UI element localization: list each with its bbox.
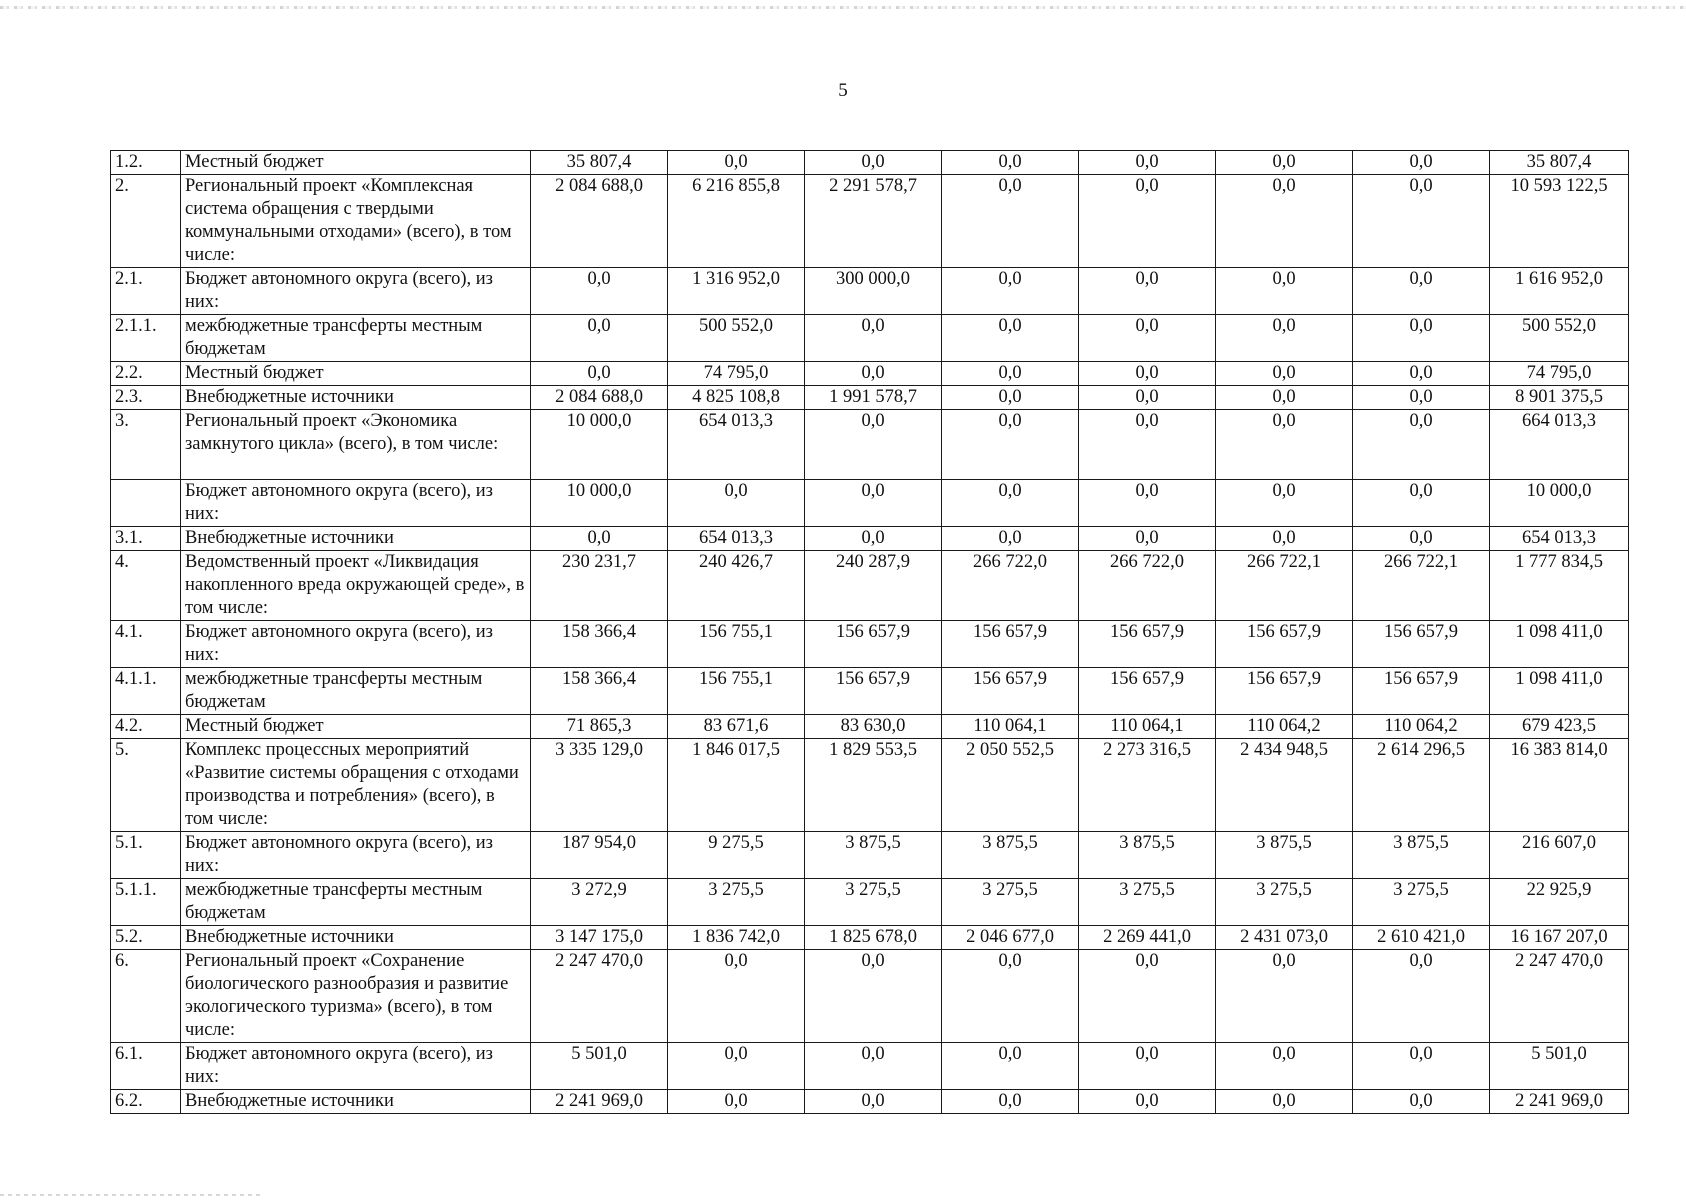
row-value-cell: 3 275,5 bbox=[1216, 879, 1353, 926]
row-value-cell: 10 000,0 bbox=[531, 480, 668, 527]
row-value-cell: 71 865,3 bbox=[531, 715, 668, 739]
row-value-cell: 0,0 bbox=[1216, 175, 1353, 268]
row-value-cell: 2 241 969,0 bbox=[531, 1090, 668, 1114]
table-row bbox=[111, 151, 1629, 175]
row-value-cell: 158 366,4 bbox=[531, 621, 668, 668]
row-value-cell: 3 275,5 bbox=[1079, 879, 1216, 926]
row-value-cell: 0,0 bbox=[805, 1090, 942, 1114]
row-value-cell: 0,0 bbox=[942, 480, 1079, 527]
table-row bbox=[111, 668, 1629, 715]
row-number-cell bbox=[111, 480, 181, 527]
row-value-cell: 266 722,1 bbox=[1216, 551, 1353, 621]
row-value-cell: 0,0 bbox=[668, 1043, 805, 1090]
row-value-cell: 83 671,6 bbox=[668, 715, 805, 739]
row-value-cell: 83 630,0 bbox=[805, 715, 942, 739]
row-value-cell: 0,0 bbox=[805, 362, 942, 386]
row-number-cell: 5.1. bbox=[111, 832, 181, 879]
row-value-cell: 0,0 bbox=[1079, 315, 1216, 362]
row-value-cell: 0,0 bbox=[531, 315, 668, 362]
row-value-cell: 110 064,1 bbox=[1079, 715, 1216, 739]
row-value-cell: 156 657,9 bbox=[1216, 621, 1353, 668]
row-name-cell: Комплекс процессных мероприятий «Развитие системы обращения с отходами производства и потребления» (всего), в том числе: bbox=[181, 739, 531, 832]
budget-table bbox=[110, 150, 1629, 1114]
row-number-cell: 3. bbox=[111, 410, 181, 480]
table-row bbox=[111, 879, 1629, 926]
row-value-cell: 2 046 677,0 bbox=[942, 926, 1079, 950]
row-value-cell: 0,0 bbox=[942, 268, 1079, 315]
row-value-cell: 0,0 bbox=[1216, 268, 1353, 315]
row-value-cell: 0,0 bbox=[1353, 268, 1490, 315]
row-value-cell: 74 795,0 bbox=[668, 362, 805, 386]
table-row bbox=[111, 527, 1629, 551]
row-name-cell: Местный бюджет bbox=[181, 362, 531, 386]
row-value-cell: 156 755,1 bbox=[668, 668, 805, 715]
row-value-cell: 0,0 bbox=[1079, 268, 1216, 315]
row-value-cell: 0,0 bbox=[1079, 950, 1216, 1043]
row-value-cell: 187 954,0 bbox=[531, 832, 668, 879]
row-value-cell: 0,0 bbox=[1216, 1043, 1353, 1090]
table-row bbox=[111, 1043, 1629, 1090]
row-value-cell: 0,0 bbox=[1353, 1043, 1490, 1090]
row-value-cell: 0,0 bbox=[805, 527, 942, 551]
table-row bbox=[111, 739, 1629, 832]
row-total-cell: 1 616 952,0 bbox=[1490, 268, 1629, 315]
row-number-cell: 4.1. bbox=[111, 621, 181, 668]
row-value-cell: 1 836 742,0 bbox=[668, 926, 805, 950]
row-value-cell: 654 013,3 bbox=[668, 527, 805, 551]
row-value-cell: 230 231,7 bbox=[531, 551, 668, 621]
row-value-cell: 2 614 296,5 bbox=[1353, 739, 1490, 832]
row-name-cell: Местный бюджет bbox=[181, 715, 531, 739]
row-value-cell: 300 000,0 bbox=[805, 268, 942, 315]
table-row bbox=[111, 832, 1629, 879]
row-value-cell: 3 875,5 bbox=[805, 832, 942, 879]
row-value-cell: 240 287,9 bbox=[805, 551, 942, 621]
table-row bbox=[111, 715, 1629, 739]
row-value-cell: 0,0 bbox=[1353, 175, 1490, 268]
row-total-cell: 664 013,3 bbox=[1490, 410, 1629, 480]
row-value-cell: 0,0 bbox=[1216, 1090, 1353, 1114]
row-value-cell: 2 434 948,5 bbox=[1216, 739, 1353, 832]
row-total-cell: 1 777 834,5 bbox=[1490, 551, 1629, 621]
row-total-cell: 74 795,0 bbox=[1490, 362, 1629, 386]
row-total-cell: 654 013,3 bbox=[1490, 527, 1629, 551]
row-value-cell: 0,0 bbox=[1079, 1090, 1216, 1114]
row-value-cell: 1 846 017,5 bbox=[668, 739, 805, 832]
row-value-cell: 0,0 bbox=[1216, 315, 1353, 362]
row-value-cell: 0,0 bbox=[1079, 1043, 1216, 1090]
row-value-cell: 110 064,2 bbox=[1353, 715, 1490, 739]
row-number-cell: 6.1. bbox=[111, 1043, 181, 1090]
row-number-cell: 2. bbox=[111, 175, 181, 268]
row-value-cell: 0,0 bbox=[1353, 362, 1490, 386]
table-row bbox=[111, 480, 1629, 527]
row-value-cell: 0,0 bbox=[805, 1043, 942, 1090]
row-value-cell: 0,0 bbox=[942, 1043, 1079, 1090]
scan-noise-top bbox=[0, 6, 1686, 9]
row-value-cell: 240 426,7 bbox=[668, 551, 805, 621]
table-row bbox=[111, 950, 1629, 1043]
row-number-cell: 3.1. bbox=[111, 527, 181, 551]
row-value-cell: 2 273 316,5 bbox=[1079, 739, 1216, 832]
row-total-cell: 16 167 207,0 bbox=[1490, 926, 1629, 950]
row-value-cell: 6 216 855,8 bbox=[668, 175, 805, 268]
row-value-cell: 0,0 bbox=[942, 151, 1079, 175]
row-number-cell: 5. bbox=[111, 739, 181, 832]
row-value-cell: 156 657,9 bbox=[1079, 668, 1216, 715]
row-value-cell: 0,0 bbox=[942, 315, 1079, 362]
row-value-cell: 9 275,5 bbox=[668, 832, 805, 879]
row-value-cell: 0,0 bbox=[1079, 151, 1216, 175]
row-value-cell: 0,0 bbox=[1216, 527, 1353, 551]
row-value-cell: 0,0 bbox=[1353, 950, 1490, 1043]
row-value-cell: 3 335 129,0 bbox=[531, 739, 668, 832]
row-value-cell: 2 084 688,0 bbox=[531, 386, 668, 410]
row-value-cell: 0,0 bbox=[1079, 527, 1216, 551]
row-value-cell: 2 291 578,7 bbox=[805, 175, 942, 268]
row-total-cell: 10 593 122,5 bbox=[1490, 175, 1629, 268]
row-value-cell: 0,0 bbox=[1079, 175, 1216, 268]
row-value-cell: 0,0 bbox=[1353, 527, 1490, 551]
row-name-cell: Внебюджетные источники bbox=[181, 386, 531, 410]
table-row bbox=[111, 1090, 1629, 1114]
row-value-cell: 0,0 bbox=[531, 362, 668, 386]
row-value-cell: 0,0 bbox=[668, 950, 805, 1043]
row-value-cell: 0,0 bbox=[668, 1090, 805, 1114]
row-value-cell: 0,0 bbox=[1216, 362, 1353, 386]
row-value-cell: 0,0 bbox=[1353, 151, 1490, 175]
table-row bbox=[111, 386, 1629, 410]
page-number: 5 bbox=[838, 80, 848, 101]
row-name-cell: межбюджетные трансферты местным бюджетам bbox=[181, 315, 531, 362]
row-total-cell: 8 901 375,5 bbox=[1490, 386, 1629, 410]
row-value-cell: 0,0 bbox=[942, 527, 1079, 551]
row-value-cell: 0,0 bbox=[1079, 480, 1216, 527]
row-value-cell: 3 275,5 bbox=[1353, 879, 1490, 926]
row-number-cell: 4.2. bbox=[111, 715, 181, 739]
row-value-cell: 156 755,1 bbox=[668, 621, 805, 668]
row-name-cell: Бюджет автономного округа (всего), из них: bbox=[181, 621, 531, 668]
row-value-cell: 0,0 bbox=[1216, 151, 1353, 175]
row-number-cell: 2.1. bbox=[111, 268, 181, 315]
row-value-cell: 0,0 bbox=[1079, 410, 1216, 480]
row-value-cell: 0,0 bbox=[531, 268, 668, 315]
row-value-cell: 0,0 bbox=[942, 386, 1079, 410]
row-name-cell: Региональный проект «Комплексная система обращения с твердыми коммунальными отходами» (всего), в том числе: bbox=[181, 175, 531, 268]
row-name-cell: Бюджет автономного округа (всего), из них: bbox=[181, 480, 531, 527]
table-row bbox=[111, 551, 1629, 621]
row-value-cell: 3 875,5 bbox=[1079, 832, 1216, 879]
table-row bbox=[111, 621, 1629, 668]
row-value-cell: 0,0 bbox=[1216, 386, 1353, 410]
row-number-cell: 1.2. bbox=[111, 151, 181, 175]
row-number-cell: 5.2. bbox=[111, 926, 181, 950]
row-total-cell: 2 247 470,0 bbox=[1490, 950, 1629, 1043]
row-total-cell: 500 552,0 bbox=[1490, 315, 1629, 362]
row-value-cell: 0,0 bbox=[805, 480, 942, 527]
row-value-cell: 2 610 421,0 bbox=[1353, 926, 1490, 950]
row-value-cell: 266 722,1 bbox=[1353, 551, 1490, 621]
row-value-cell: 110 064,1 bbox=[942, 715, 1079, 739]
row-value-cell: 0,0 bbox=[1079, 386, 1216, 410]
row-value-cell: 0,0 bbox=[942, 362, 1079, 386]
row-number-cell: 4.1.1. bbox=[111, 668, 181, 715]
row-value-cell: 0,0 bbox=[805, 950, 942, 1043]
row-number-cell: 2.3. bbox=[111, 386, 181, 410]
row-value-cell: 500 552,0 bbox=[668, 315, 805, 362]
row-number-cell: 6.2. bbox=[111, 1090, 181, 1114]
row-value-cell: 3 275,5 bbox=[668, 879, 805, 926]
row-value-cell: 156 657,9 bbox=[1216, 668, 1353, 715]
row-name-cell: Местный бюджет bbox=[181, 151, 531, 175]
row-value-cell: 0,0 bbox=[805, 315, 942, 362]
row-total-cell: 216 607,0 bbox=[1490, 832, 1629, 879]
row-value-cell: 2 269 441,0 bbox=[1079, 926, 1216, 950]
row-value-cell: 2 431 073,0 bbox=[1216, 926, 1353, 950]
row-value-cell: 156 657,9 bbox=[942, 621, 1079, 668]
row-value-cell: 156 657,9 bbox=[1353, 668, 1490, 715]
row-number-cell: 4. bbox=[111, 551, 181, 621]
row-name-cell: Бюджет автономного округа (всего), из них: bbox=[181, 1043, 531, 1090]
row-value-cell: 0,0 bbox=[942, 410, 1079, 480]
table-row bbox=[111, 268, 1629, 315]
row-name-cell: Внебюджетные источники bbox=[181, 926, 531, 950]
row-number-cell: 5.1.1. bbox=[111, 879, 181, 926]
row-number-cell: 6. bbox=[111, 950, 181, 1043]
row-total-cell: 1 098 411,0 bbox=[1490, 668, 1629, 715]
row-value-cell: 156 657,9 bbox=[1079, 621, 1216, 668]
row-value-cell: 0,0 bbox=[1353, 480, 1490, 527]
row-name-cell: Внебюджетные источники bbox=[181, 527, 531, 551]
row-total-cell: 5 501,0 bbox=[1490, 1043, 1629, 1090]
row-value-cell: 0,0 bbox=[1353, 315, 1490, 362]
row-number-cell: 2.2. bbox=[111, 362, 181, 386]
row-value-cell: 0,0 bbox=[805, 410, 942, 480]
row-value-cell: 0,0 bbox=[942, 950, 1079, 1043]
row-value-cell: 2 247 470,0 bbox=[531, 950, 668, 1043]
row-value-cell: 0,0 bbox=[1353, 1090, 1490, 1114]
row-name-cell: Бюджет автономного округа (всего), из них: bbox=[181, 268, 531, 315]
row-value-cell: 5 501,0 bbox=[531, 1043, 668, 1090]
row-value-cell: 35 807,4 bbox=[531, 151, 668, 175]
row-value-cell: 0,0 bbox=[668, 151, 805, 175]
row-total-cell: 1 098 411,0 bbox=[1490, 621, 1629, 668]
row-name-cell: межбюджетные трансферты местным бюджетам bbox=[181, 668, 531, 715]
row-name-cell: Внебюджетные источники bbox=[181, 1090, 531, 1114]
row-value-cell: 156 657,9 bbox=[805, 621, 942, 668]
row-name-cell: межбюджетные трансферты местным бюджетам bbox=[181, 879, 531, 926]
row-value-cell: 0,0 bbox=[1216, 410, 1353, 480]
scan-noise-bottom bbox=[0, 1194, 260, 1196]
row-value-cell: 266 722,0 bbox=[942, 551, 1079, 621]
row-value-cell: 3 272,9 bbox=[531, 879, 668, 926]
row-name-cell: Региональный проект «Экономика замкнутого цикла» (всего), в том числе: bbox=[181, 410, 531, 480]
row-value-cell: 0,0 bbox=[1353, 410, 1490, 480]
row-value-cell: 654 013,3 bbox=[668, 410, 805, 480]
row-value-cell: 3 275,5 bbox=[805, 879, 942, 926]
row-total-cell: 16 383 814,0 bbox=[1490, 739, 1629, 832]
row-value-cell: 3 875,5 bbox=[1353, 832, 1490, 879]
row-value-cell: 4 825 108,8 bbox=[668, 386, 805, 410]
row-value-cell: 3 275,5 bbox=[942, 879, 1079, 926]
row-value-cell: 1 316 952,0 bbox=[668, 268, 805, 315]
row-value-cell: 1 825 678,0 bbox=[805, 926, 942, 950]
row-value-cell: 3 875,5 bbox=[1216, 832, 1353, 879]
row-value-cell: 158 366,4 bbox=[531, 668, 668, 715]
row-value-cell: 0,0 bbox=[1079, 362, 1216, 386]
row-number-cell: 2.1.1. bbox=[111, 315, 181, 362]
row-total-cell: 679 423,5 bbox=[1490, 715, 1629, 739]
row-value-cell: 0,0 bbox=[668, 480, 805, 527]
row-name-cell: Региональный проект «Сохранение биологического разнообразия и развитие экологического туризма» (всего), в том числе: bbox=[181, 950, 531, 1043]
row-value-cell: 0,0 bbox=[942, 175, 1079, 268]
row-value-cell: 3 875,5 bbox=[942, 832, 1079, 879]
row-name-cell: Ведомственный проект «Ликвидация накопленного вреда окружающей среде», в том числе: bbox=[181, 551, 531, 621]
row-value-cell: 0,0 bbox=[1216, 480, 1353, 527]
row-value-cell: 3 147 175,0 bbox=[531, 926, 668, 950]
row-value-cell: 0,0 bbox=[942, 1090, 1079, 1114]
row-name-cell: Бюджет автономного округа (всего), из них: bbox=[181, 832, 531, 879]
row-value-cell: 0,0 bbox=[805, 151, 942, 175]
table-row bbox=[111, 362, 1629, 386]
table-row bbox=[111, 315, 1629, 362]
row-value-cell: 1 829 553,5 bbox=[805, 739, 942, 832]
row-value-cell: 2 050 552,5 bbox=[942, 739, 1079, 832]
table-body bbox=[111, 151, 1629, 1114]
row-total-cell: 2 241 969,0 bbox=[1490, 1090, 1629, 1114]
row-value-cell: 156 657,9 bbox=[805, 668, 942, 715]
row-value-cell: 2 084 688,0 bbox=[531, 175, 668, 268]
row-value-cell: 0,0 bbox=[531, 527, 668, 551]
row-value-cell: 1 991 578,7 bbox=[805, 386, 942, 410]
row-value-cell: 156 657,9 bbox=[1353, 621, 1490, 668]
table-row bbox=[111, 175, 1629, 268]
row-value-cell: 10 000,0 bbox=[531, 410, 668, 480]
row-value-cell: 266 722,0 bbox=[1079, 551, 1216, 621]
row-value-cell: 0,0 bbox=[1353, 386, 1490, 410]
row-total-cell: 22 925,9 bbox=[1490, 879, 1629, 926]
row-total-cell: 10 000,0 bbox=[1490, 480, 1629, 527]
table-row bbox=[111, 926, 1629, 950]
row-value-cell: 0,0 bbox=[1216, 950, 1353, 1043]
row-value-cell: 156 657,9 bbox=[942, 668, 1079, 715]
table-row bbox=[111, 410, 1629, 480]
row-total-cell: 35 807,4 bbox=[1490, 151, 1629, 175]
row-value-cell: 110 064,2 bbox=[1216, 715, 1353, 739]
